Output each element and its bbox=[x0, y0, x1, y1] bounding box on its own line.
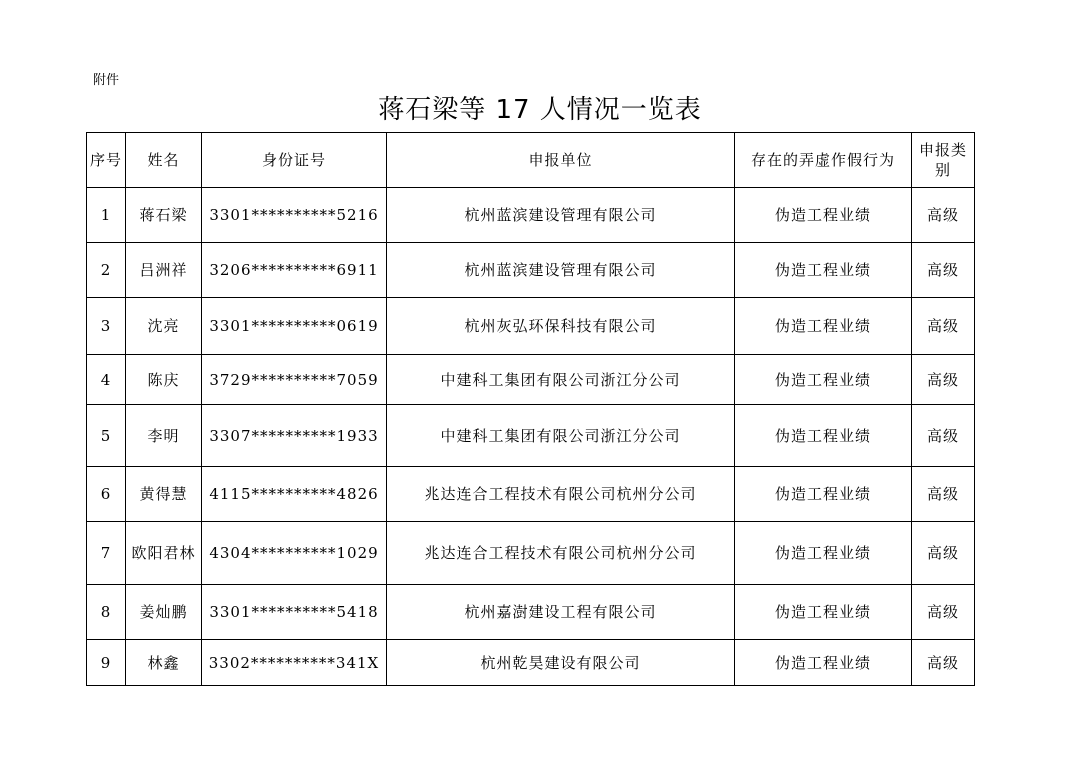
cell-act: 伪造工程业绩 bbox=[735, 355, 912, 405]
cell-id: 3206**********6911 bbox=[202, 243, 387, 298]
cell-seq: 2 bbox=[87, 243, 126, 298]
table-row bbox=[87, 405, 975, 467]
cell-category: 高级 bbox=[912, 405, 975, 467]
cell-seq: 5 bbox=[87, 405, 126, 467]
cell-name: 吕洲祥 bbox=[126, 243, 202, 298]
cell-unit: 杭州嘉澍建设工程有限公司 bbox=[387, 585, 735, 640]
cell-unit: 杭州蓝滨建设管理有限公司 bbox=[387, 243, 735, 298]
cell-unit: 中建科工集团有限公司浙江分公司 bbox=[387, 405, 735, 467]
cell-act: 伪造工程业绩 bbox=[735, 243, 912, 298]
cell-unit: 杭州蓝滨建设管理有限公司 bbox=[387, 188, 735, 243]
cell-category: 高级 bbox=[912, 585, 975, 640]
attachment-label: 附件 bbox=[93, 73, 120, 88]
cell-id: 3307**********1933 bbox=[202, 405, 387, 467]
cell-act: 伪造工程业绩 bbox=[735, 298, 912, 355]
cell-category: 高级 bbox=[912, 243, 975, 298]
cell-seq: 8 bbox=[87, 585, 126, 640]
cell-seq: 6 bbox=[87, 467, 126, 522]
header-name: 姓名 bbox=[126, 133, 202, 188]
cell-name: 林鑫 bbox=[126, 640, 202, 686]
header-seq: 序号 bbox=[87, 133, 126, 188]
cell-name: 黄得慧 bbox=[126, 467, 202, 522]
cell-category: 高级 bbox=[912, 298, 975, 355]
cell-id: 3301**********5418 bbox=[202, 585, 387, 640]
table-row bbox=[87, 243, 975, 298]
cell-seq: 4 bbox=[87, 355, 126, 405]
cell-name: 蒋石梁 bbox=[126, 188, 202, 243]
personnel-table bbox=[86, 132, 975, 686]
cell-category: 高级 bbox=[912, 522, 975, 585]
table-row bbox=[87, 298, 975, 355]
table-row bbox=[87, 355, 975, 405]
cell-act: 伪造工程业绩 bbox=[735, 640, 912, 686]
cell-act: 伪造工程业绩 bbox=[735, 405, 912, 467]
cell-unit: 杭州乾昊建设有限公司 bbox=[387, 640, 735, 686]
cell-seq: 7 bbox=[87, 522, 126, 585]
cell-seq: 1 bbox=[87, 188, 126, 243]
cell-act: 伪造工程业绩 bbox=[735, 467, 912, 522]
cell-name: 欧阳君林 bbox=[126, 522, 202, 585]
table-row bbox=[87, 188, 975, 243]
document-title: 蒋石梁等 17 人情况一览表 bbox=[378, 95, 702, 125]
header-act: 存在的弄虚作假行为 bbox=[735, 133, 912, 188]
cell-act: 伪造工程业绩 bbox=[735, 188, 912, 243]
cell-id: 3301**********5216 bbox=[202, 188, 387, 243]
cell-name: 李明 bbox=[126, 405, 202, 467]
header-category: 申报类别 bbox=[912, 133, 975, 188]
cell-id: 3729**********7059 bbox=[202, 355, 387, 405]
cell-act: 伪造工程业绩 bbox=[735, 522, 912, 585]
table-row bbox=[87, 522, 975, 585]
cell-category: 高级 bbox=[912, 467, 975, 522]
cell-id: 4304**********1029 bbox=[202, 522, 387, 585]
cell-seq: 9 bbox=[87, 640, 126, 686]
table-row bbox=[87, 640, 975, 686]
header-unit: 申报单位 bbox=[387, 133, 735, 188]
cell-category: 高级 bbox=[912, 640, 975, 686]
header-id: 身份证号 bbox=[202, 133, 387, 188]
cell-unit: 中建科工集团有限公司浙江分公司 bbox=[387, 355, 735, 405]
cell-name: 姜灿鹏 bbox=[126, 585, 202, 640]
cell-category: 高级 bbox=[912, 355, 975, 405]
cell-category: 高级 bbox=[912, 188, 975, 243]
table-header-row bbox=[87, 133, 975, 188]
cell-name: 陈庆 bbox=[126, 355, 202, 405]
cell-unit: 兆达连合工程技术有限公司杭州分公司 bbox=[387, 522, 735, 585]
cell-id: 4115**********4826 bbox=[202, 467, 387, 522]
table-row bbox=[87, 467, 975, 522]
cell-id: 3301**********0619 bbox=[202, 298, 387, 355]
cell-name: 沈亮 bbox=[126, 298, 202, 355]
cell-seq: 3 bbox=[87, 298, 126, 355]
cell-unit: 兆达连合工程技术有限公司杭州分公司 bbox=[387, 467, 735, 522]
cell-unit: 杭州灰弘环保科技有限公司 bbox=[387, 298, 735, 355]
cell-id: 3302**********341X bbox=[202, 640, 387, 686]
cell-act: 伪造工程业绩 bbox=[735, 585, 912, 640]
table-row bbox=[87, 585, 975, 640]
